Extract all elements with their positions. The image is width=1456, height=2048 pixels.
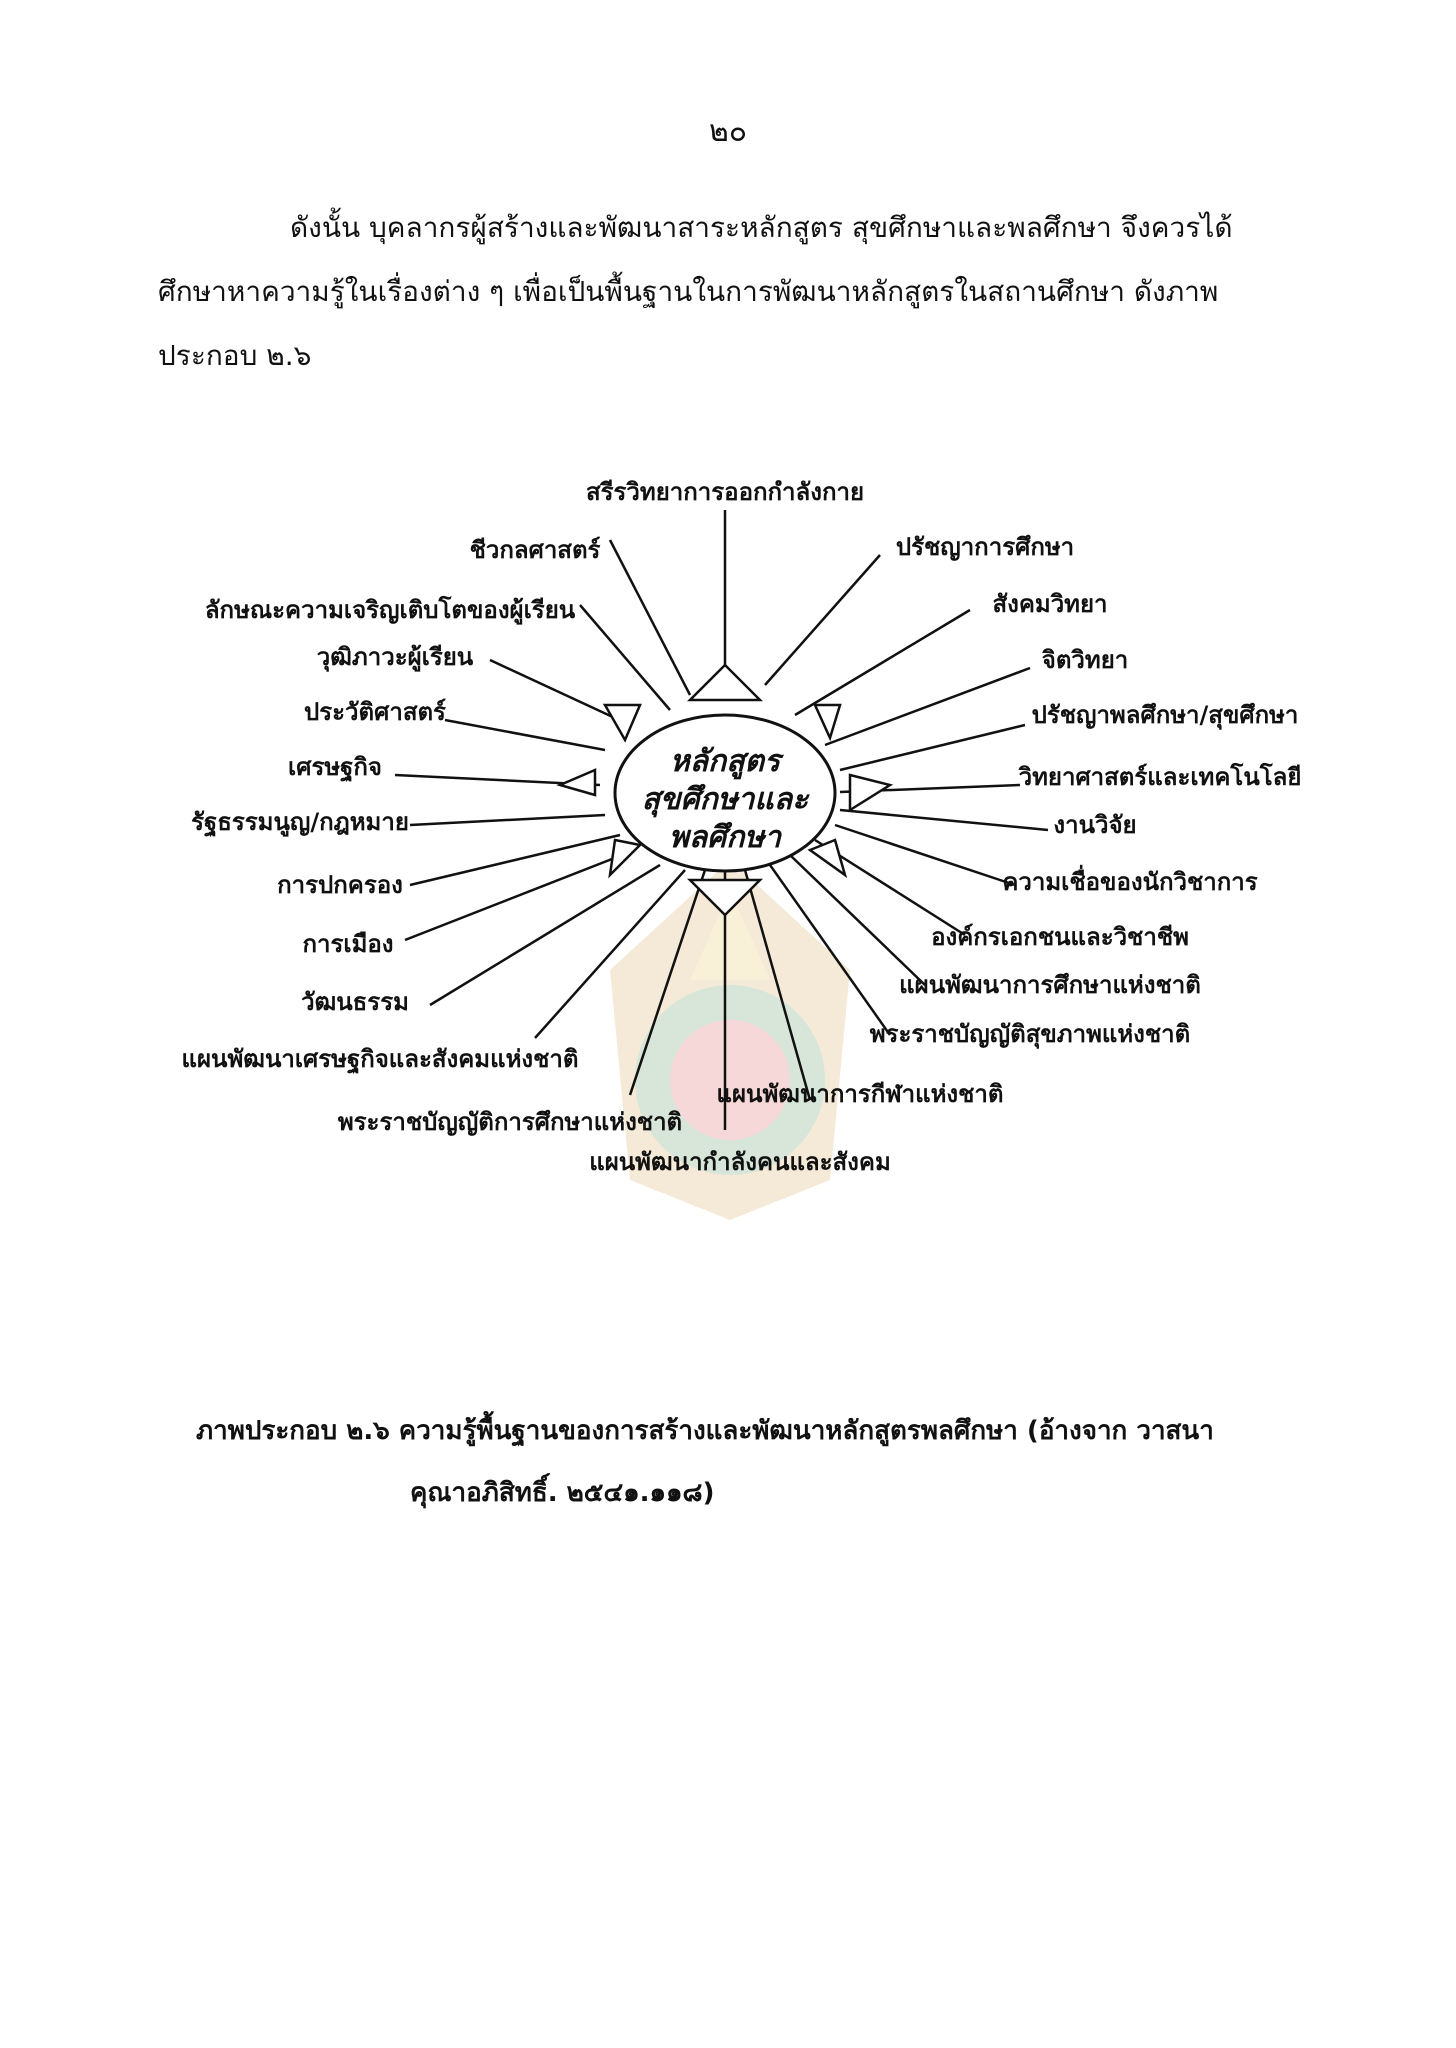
topic-label: จิตวิทยา xyxy=(1041,646,1129,674)
topic-label: เศรษฐกิจ xyxy=(288,753,382,781)
topic-label: ประวัติศาสตร์ xyxy=(304,698,446,726)
spoke-line xyxy=(765,555,880,685)
spoke-line xyxy=(770,865,890,1035)
topic-label: แผนพัฒนาเศรษฐกิจและสังคมแห่งชาติ xyxy=(181,1045,579,1073)
sun-ray-triangle xyxy=(690,665,760,700)
topic-label: แผนพัฒนาการกีฬาแห่งชาติ xyxy=(716,1080,1004,1108)
sun-ray-triangle xyxy=(815,705,840,738)
topic-label: องค์กรเอกชนและวิชาชีพ xyxy=(931,923,1189,951)
topic-label: ปรัชญาพลศึกษา/สุขศึกษา xyxy=(1031,701,1299,729)
topic-label: วุฒิภาวะผู้เรียน xyxy=(316,643,474,671)
topic-label: แผนพัฒนาการศึกษาแห่งชาติ xyxy=(899,971,1201,999)
spoke-line xyxy=(835,825,1015,885)
topic-label: พระราชบัญญัติสุขภาพแห่งชาติ xyxy=(869,1020,1191,1048)
spoke-line xyxy=(745,870,810,1100)
spoke-line xyxy=(610,540,690,695)
topic-label: ปรัชญาการศึกษา xyxy=(895,533,1075,561)
topic-label: ความเชื่อของนักวิชาการ xyxy=(1002,868,1258,896)
spoke-line xyxy=(840,810,1048,830)
spoke-line xyxy=(580,605,670,710)
sun-ray-triangle xyxy=(560,770,595,795)
paragraph-line: ดังนั้น บุคลากรผู้สร้างและพัฒนาสาระหลักสูตร สุขศึกษาและพลศึกษา จึงควรได้ xyxy=(290,211,1233,244)
center-label: พลศึกษา xyxy=(669,820,781,855)
page-number: ๒๐ xyxy=(708,114,748,149)
curriculum-diagram xyxy=(0,440,1456,1200)
caption-line: ภาพประกอบ ๒.๖ ความรู้พื้นฐานของการสร้างและพัฒนาหลักสูตรพลศึกษา (อ้างจาก วาสนา xyxy=(196,1416,1214,1446)
topic-label: วิทยาศาสตร์และเทคโนโลยี xyxy=(1018,763,1302,791)
paragraph-line: ประกอบ ๒.๖ xyxy=(158,339,312,372)
topic-label: ลักษณะความเจริญเติบโตของผู้เรียน xyxy=(204,596,576,624)
spoke-line xyxy=(490,660,630,725)
sun-ray-triangle xyxy=(690,880,760,915)
topic-label: สังคมวิทยา xyxy=(992,590,1108,618)
figure-caption xyxy=(196,1400,1214,1524)
sun-ray-triangle xyxy=(810,840,845,875)
center-label: สุขศึกษาและ xyxy=(641,782,809,817)
topic-label: งานวิจัย xyxy=(1053,811,1137,839)
paragraph-line: ศึกษาหาความรู้ในเรื่องต่าง ๆ เพื่อเป็นพื้นฐานในการพัฒนาหลักสูตรในสถานศึกษา ดังภาพ xyxy=(158,275,1219,308)
spoke-line xyxy=(445,720,605,750)
topic-label: ชีวกลศาสตร์ xyxy=(469,536,601,564)
sun-ray-triangle xyxy=(605,705,640,740)
topic-label: สรีรวิทยาการออกกำลังกาย xyxy=(585,478,865,506)
topic-label: วัฒนธรรม xyxy=(301,988,409,1016)
body-paragraph xyxy=(158,196,1318,388)
topic-label: รัฐธรรมนูญ/กฎหมาย xyxy=(191,808,409,836)
sun-ray-triangle xyxy=(610,840,640,875)
spoke-line xyxy=(405,850,635,940)
topic-label: แผนพัฒนากำลังคนและสังคม xyxy=(589,1148,891,1176)
spoke-line xyxy=(630,870,705,1095)
spoke-line xyxy=(840,725,1025,770)
spoke-line xyxy=(410,815,605,825)
sun-ray-triangle xyxy=(850,775,890,810)
topic-label: การเมือง xyxy=(302,930,394,958)
caption-line: คุณาอภิสิทธิ์. ๒๕๔๑.๑๑๘) xyxy=(410,1478,715,1508)
spoke-line xyxy=(410,835,620,885)
topic-label: การปกครอง xyxy=(277,871,403,899)
center-label: หลักสูตร xyxy=(669,744,781,779)
topic-label: พระราชบัญญัติการศึกษาแห่งชาติ xyxy=(337,1108,683,1136)
